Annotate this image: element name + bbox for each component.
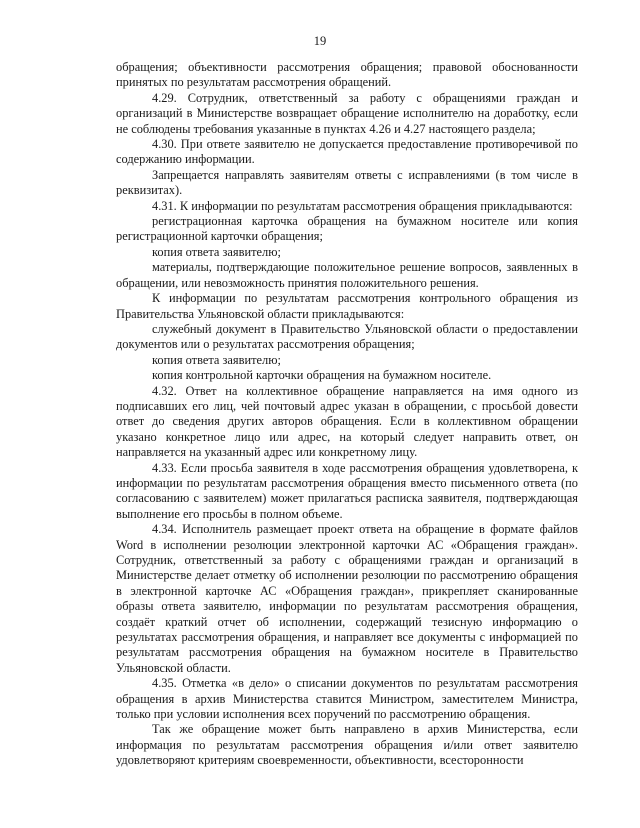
paragraph: регистрационная карточка обращения на бумажном носителе или копия регистрационной карточки обращения; <box>116 214 578 244</box>
document-body <box>116 60 578 769</box>
paragraph: Запрещается направлять заявителям ответы с исправлениями (в том числе в реквизитах). <box>116 167 578 198</box>
paragraph: обращения; объективности рассмотрения обращения; правовой обоснованности принятых по результатам рассмотрения обращений. <box>116 60 578 90</box>
paragraph: Так же обращение может быть направлено в архив Министерства, если информация по результатам рассмотрения обращения и/или ответ заявителю удовлетворяют критериям своевременности, объективности, всесторонности <box>116 722 578 768</box>
paragraph: копия ответа заявителю; <box>152 352 281 367</box>
paragraph: копия ответа заявителю; <box>152 244 281 259</box>
paragraph: служебный документ в Правительство Ульяновской области о предоставлении документов или о результатах рассмотрения обращения; <box>116 321 578 352</box>
paragraph: 4.34. Исполнитель размещает проект ответа на обращение в формате файлов Word в исполнении резолюции электронной карточки АС «Обращения граждан». Сотрудник, ответственный за работу с обращениями граждан и организаций в Министерстве делает отметку об исполнении резолюции по рассмотрению обращения в электронной карточке АС «Обращения граждан», прикрепляет сканированные образы ответа заявителю, информации по результатам рассмотрения обращения, создаёт краткий отчет об исполнении, содержащий тезисную информацию о результатах рассмотрения обращения, и направляет все документы с информацией по результатам рассмотрения обращения на бумажном носителе в Правительство Ульяновской области. <box>116 522 578 675</box>
paragraph: 4.32. Ответ на коллективное обращение направляется на имя одного из подписавших его лиц, чей почтовый адрес указан в обращении, с просьбой довести ответ до сведения других авторов обращения. Если в коллективном обращении указано конкретное лицо или адрес, на который следует направить ответ, он направляется на указанный адрес или конкретному лицу. <box>116 383 578 460</box>
paragraph: материалы, подтверждающие положительное решение вопросов, заявленных в обращении, или невозможность принятия положительного решения. <box>116 260 578 290</box>
paragraph: К информации по результатам рассмотрения контрольного обращения из Правительства Ульяновской области прикладываются: <box>116 291 578 321</box>
paragraph: 4.33. Если просьба заявителя в ходе рассмотрения обращения удовлетворена, к информации по результатам рассмотрения обращения вместо письменного ответа (по согласованию с заявителем) может прилагаться расписка заявителя, подтверждающая выполнение его просьбы в полном объеме. <box>116 460 578 521</box>
paragraph: 4.31. К информации по результатам рассмотрения обращения прикладываются: <box>152 198 573 213</box>
paragraph: 4.29. Сотрудник, ответственный за работу с обращениями граждан и организаций в Министерстве возвращает обращение исполнителю на доработку, если не соблюдены требования указанные в пунктах 4.26 и 4.27 настоящего раздела; <box>116 90 578 136</box>
paragraph: копия контрольной карточки обращения на бумажном носителе. <box>152 368 492 383</box>
page-number: 19 <box>313 34 327 48</box>
paragraph: 4.30. При ответе заявителю не допускается предоставление противоречивой по содержанию информации. <box>116 137 578 167</box>
paragraph: 4.35. Отметка «в дело» о списании документов по результатам рассмотрения обращения в архив Министерства ставится Министром, заместителем Министра, только при условии исполнения всех поручений по рассмотрению обращения. <box>116 676 578 722</box>
